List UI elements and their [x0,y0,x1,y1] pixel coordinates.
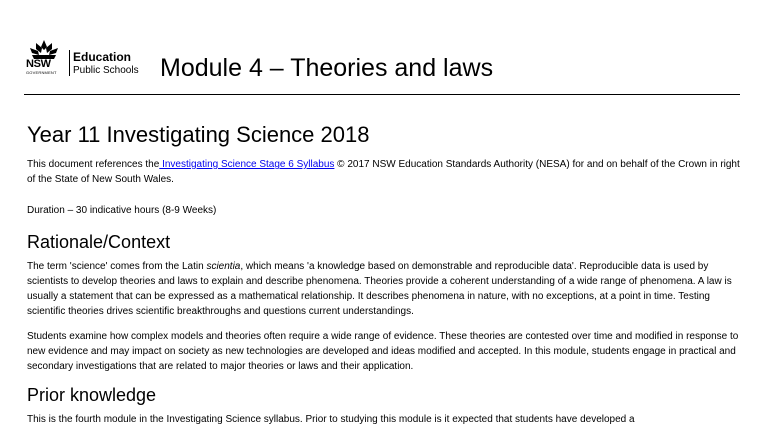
syllabus-reference [27,157,741,187]
document-body [27,122,741,437]
document-title: Year 11 Investigating Science 2018 [27,122,370,147]
rationale-p1-before: The term 'science' comes from the Latin [27,261,207,272]
rationale-paragraph-2: Students examine how complex models and theories often require a wide range of evidence. These theories are contested over time and modified in response to new evidence and may impact on society as new technologies are developed and ideas modified and accepted. In this module, students engage in practical and secondary investigations that are related to major theories or laws and their application. [27,331,739,372]
waratah-icon [24,38,64,60]
logo-public-schools-text: Public Schools [73,65,139,76]
reference-text-after: © 2017 NSW Education Standards Authority (NESA) for and on behalf of the Crown in right of the State of New South Wales. [27,159,740,185]
logo-education-text: Education [73,50,132,64]
rationale-paragraph-1 [27,259,741,319]
nsw-education-logo[interactable] [24,38,154,80]
prior-knowledge-heading: Prior knowledge [27,385,157,405]
page-header [24,38,740,95]
rationale-p1-emphasis: scientia [206,261,241,272]
rationale-p1-after: , which means 'a knowledge based on demonstrable and reproducible data'. Reproducible data is used by scientists to develop theories and laws to explain and describe phenomena. Theories provide a coherent understanding of a wide range of phenomena. A law is usually a statement that can be expressed as a mathematical relationship. It describes phenomena in nature, with no exceptions, at a point in time. Testing scientific theories drives scientific breakthroughs and questions current understandings. [27,261,732,317]
logo-divider [69,50,70,76]
module-title: Module 4 – Theories and laws [160,54,494,82]
reference-text-before: This document references the [27,159,160,170]
logo-nsw-text: NSW [26,58,51,70]
prior-knowledge-paragraph-1: This is the fourth module in the Investigating Science syllabus. Prior to studying this module is it expected that students have developed a [27,414,635,425]
logo-government-text: GOVERNMENT [26,70,57,75]
syllabus-link[interactable]: Investigating Science Stage 6 Syllabus [159,159,335,170]
rationale-heading: Rationale/Context [27,232,171,252]
duration-text: Duration – 30 indicative hours (8-9 Weeks) [27,205,217,216]
